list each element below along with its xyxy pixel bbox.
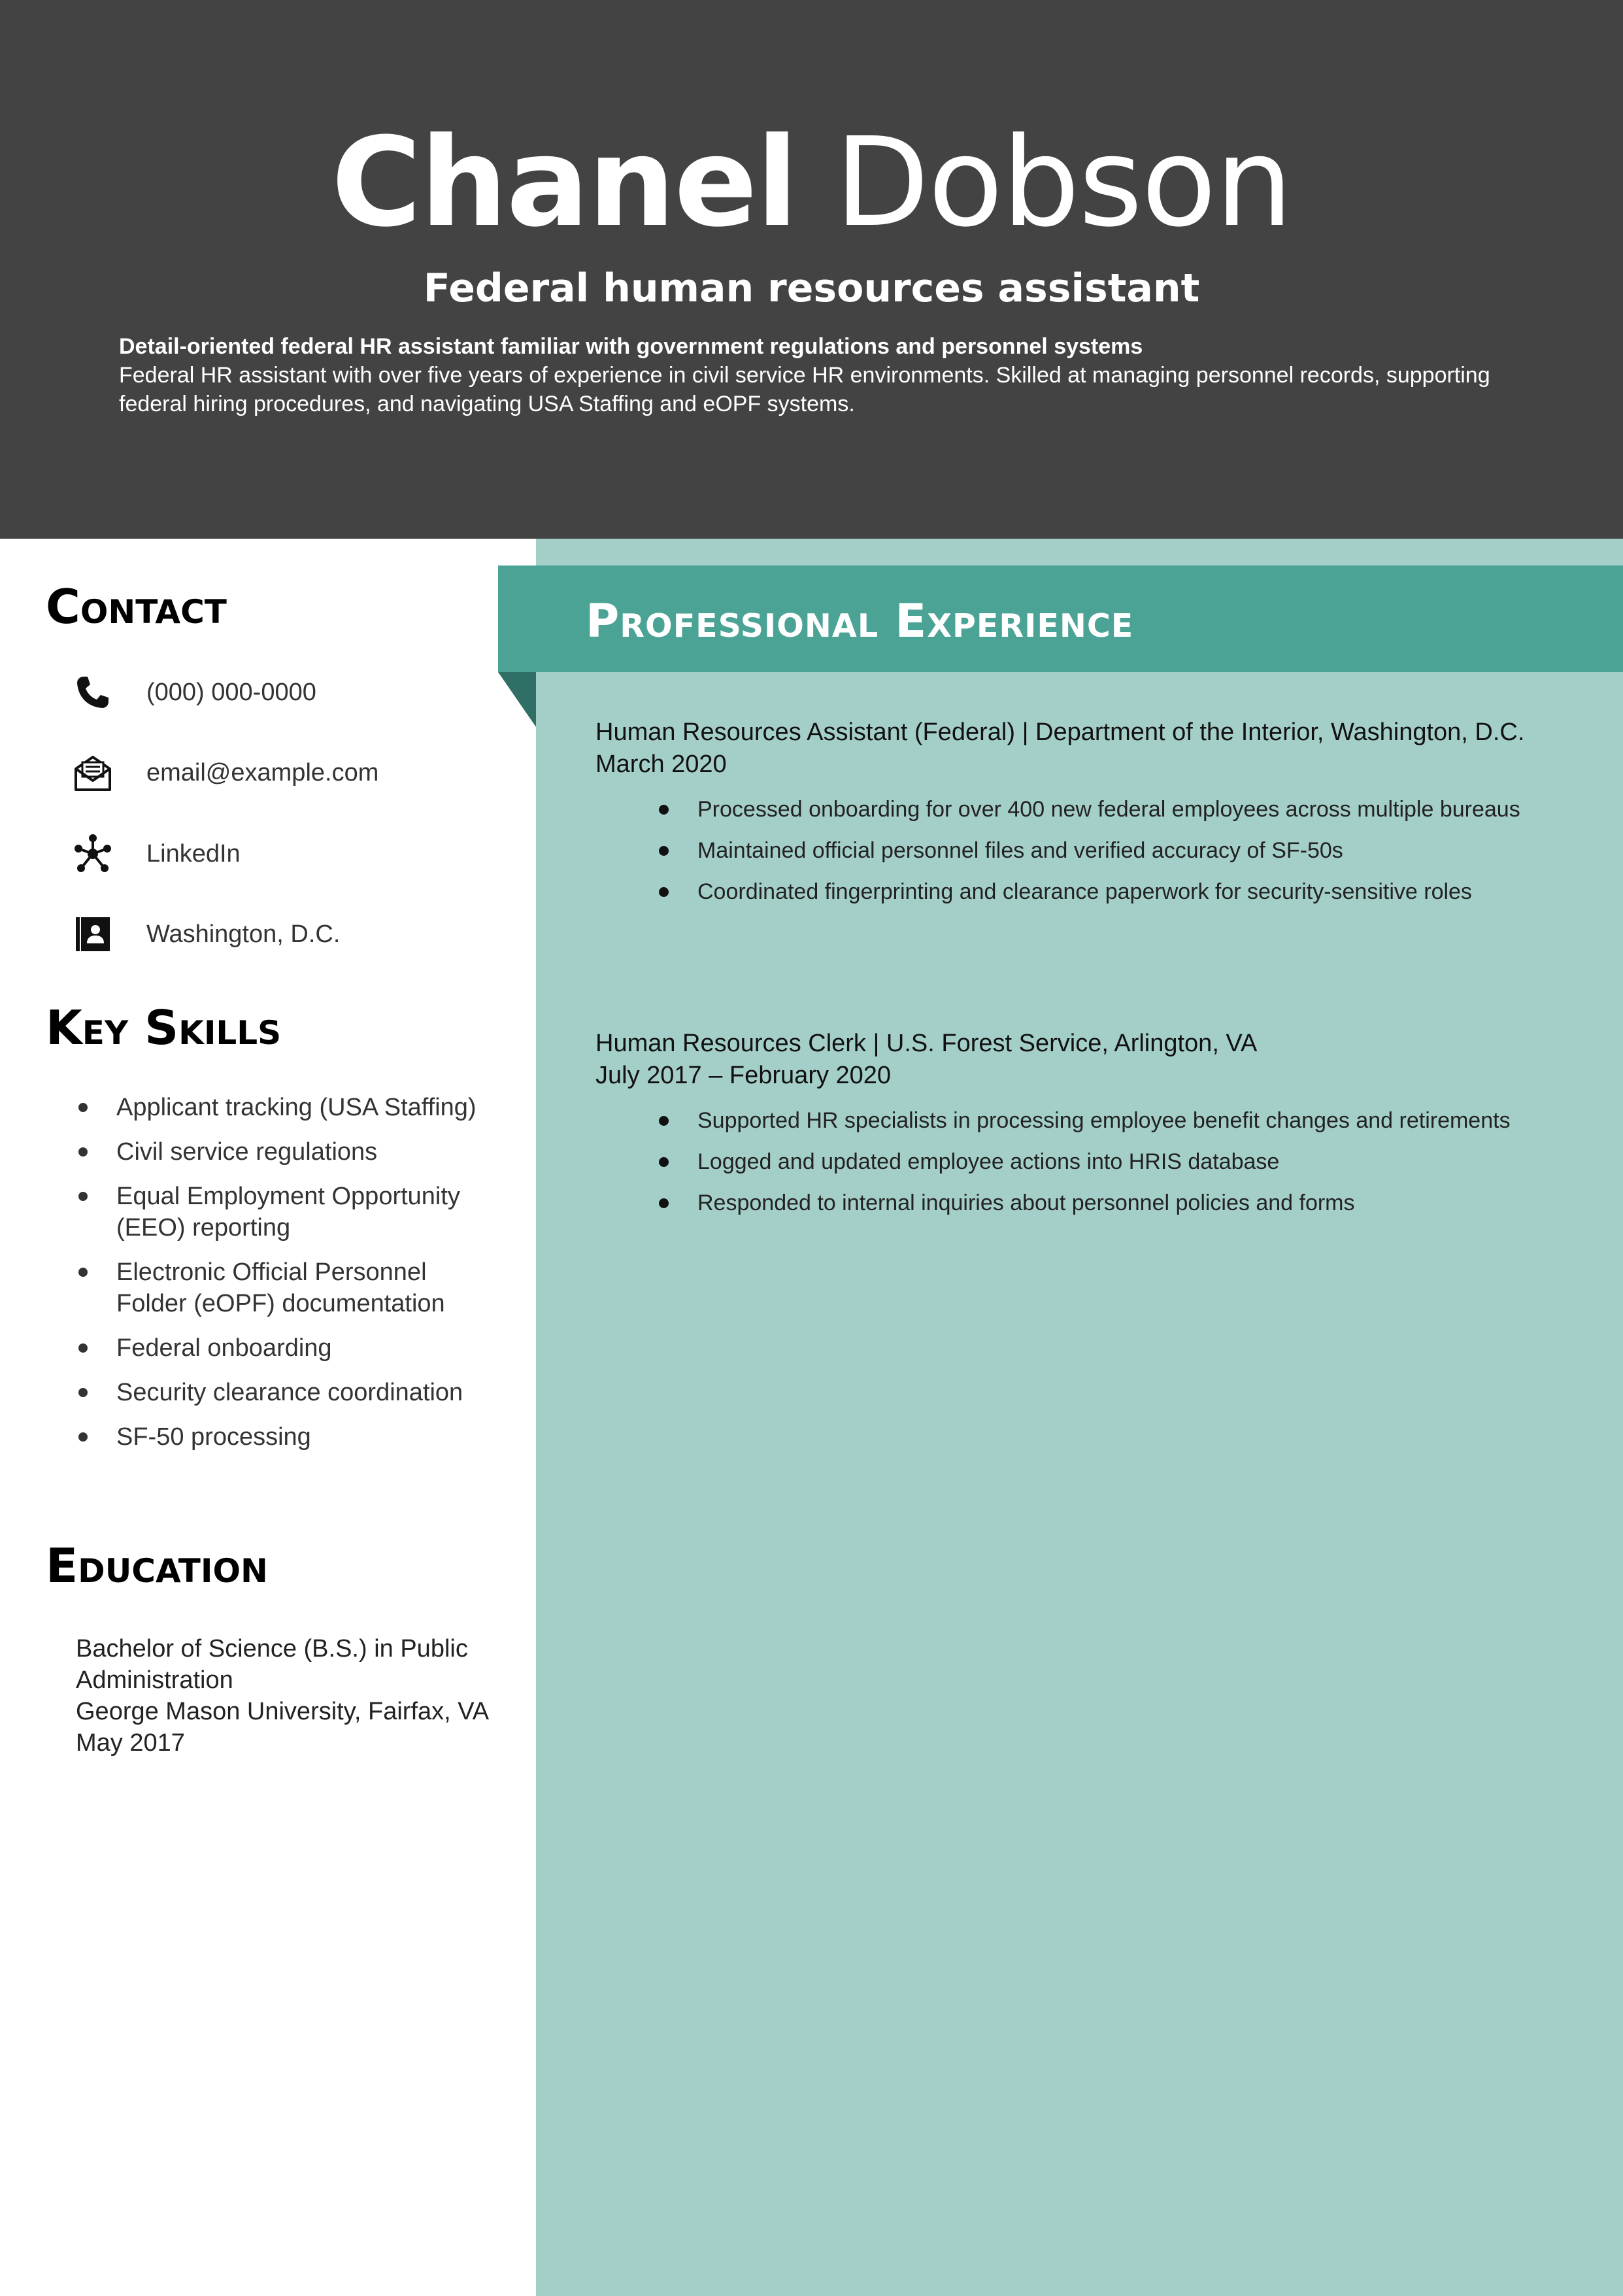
- job-title-line: Human Resources Assistant (Federal) | Department of the Interior, Washington, D.C.: [595, 718, 1525, 746]
- job-bullet: Responded to internal inquiries about personnel policies and forms: [595, 1189, 1563, 1217]
- job-bullet: Coordinated fingerprinting and clearance paperwork for security-sensitive roles: [595, 877, 1563, 906]
- job-entry: [595, 717, 1563, 919]
- experience-heading: Professional Experience: [586, 594, 1134, 648]
- job-bullet: Processed onboarding for over 400 new federal employees across multiple bureaus: [595, 795, 1563, 824]
- first-name: Chanel: [331, 111, 797, 254]
- email-address: email@example.com: [146, 759, 379, 786]
- job-dates: March 2020: [595, 751, 727, 778]
- summary-body: Federal HR assistant with over five years of experience in civil service HR environments. Skilled at managing personnel records, supporting federal hiring procedures, and navigating USA Staffing and eOPF systems.: [119, 363, 1490, 416]
- job-bullets: [595, 1106, 1563, 1217]
- job-title-line: Human Resources Clerk | U.S. Forest Service, Arlington, VA: [595, 1030, 1258, 1057]
- job-bullet: Logged and updated employee actions into HRIS database: [595, 1147, 1563, 1176]
- linkedin-link[interactable]: LinkedIn: [146, 840, 241, 868]
- banner-fold: [498, 672, 536, 727]
- envelope-icon: [72, 752, 114, 794]
- phone-icon: [72, 671, 114, 713]
- candidate-name: [0, 105, 1623, 262]
- skills-list: [46, 1092, 503, 1466]
- phone-number: (000) 000-0000: [146, 679, 316, 706]
- contact-heading: Contact: [46, 579, 227, 634]
- job-dates: July 2017 – February 2020: [595, 1062, 892, 1089]
- resume-header: [0, 0, 1623, 539]
- job-bullets: [595, 795, 1563, 906]
- skill-item: Equal Employment Opportunity (EEO) reporting: [46, 1181, 503, 1243]
- skill-item: Electronic Official Personnel Folder (eOPF) documentation: [46, 1257, 503, 1319]
- summary: [119, 332, 1518, 418]
- skill-item: Civil service regulations: [46, 1136, 503, 1168]
- summary-headline: Detail-oriented federal HR assistant familiar with government regulations and personnel systems: [119, 334, 1143, 359]
- location: Washington, D.C.: [146, 920, 341, 948]
- job-title: Federal human resources assistant: [423, 265, 1200, 311]
- skill-item: Applicant tracking (USA Staffing): [46, 1092, 503, 1123]
- job-bullet: Supported HR specialists in processing employee benefit changes and retirements: [595, 1106, 1563, 1135]
- graduation-date: May 2017: [76, 1729, 185, 1757]
- skills-heading: Key Skills: [46, 1000, 282, 1055]
- degree: Bachelor of Science (B.S.) in Public Administration: [76, 1635, 468, 1694]
- education-heading: Education: [46, 1538, 268, 1593]
- education-entry: [76, 1633, 501, 1759]
- skill-item: Federal onboarding: [46, 1332, 503, 1364]
- skill-item: SF-50 processing: [46, 1421, 503, 1453]
- job-entry: [595, 1028, 1563, 1230]
- network-icon: [72, 833, 114, 875]
- school: George Mason University, Fairfax, VA: [76, 1698, 490, 1725]
- address-book-icon: [72, 913, 114, 955]
- job-bullet: Maintained official personnel files and verified accuracy of SF-50s: [595, 836, 1563, 865]
- skill-item: Security clearance coordination: [46, 1377, 503, 1408]
- last-name: Dobson: [834, 111, 1292, 254]
